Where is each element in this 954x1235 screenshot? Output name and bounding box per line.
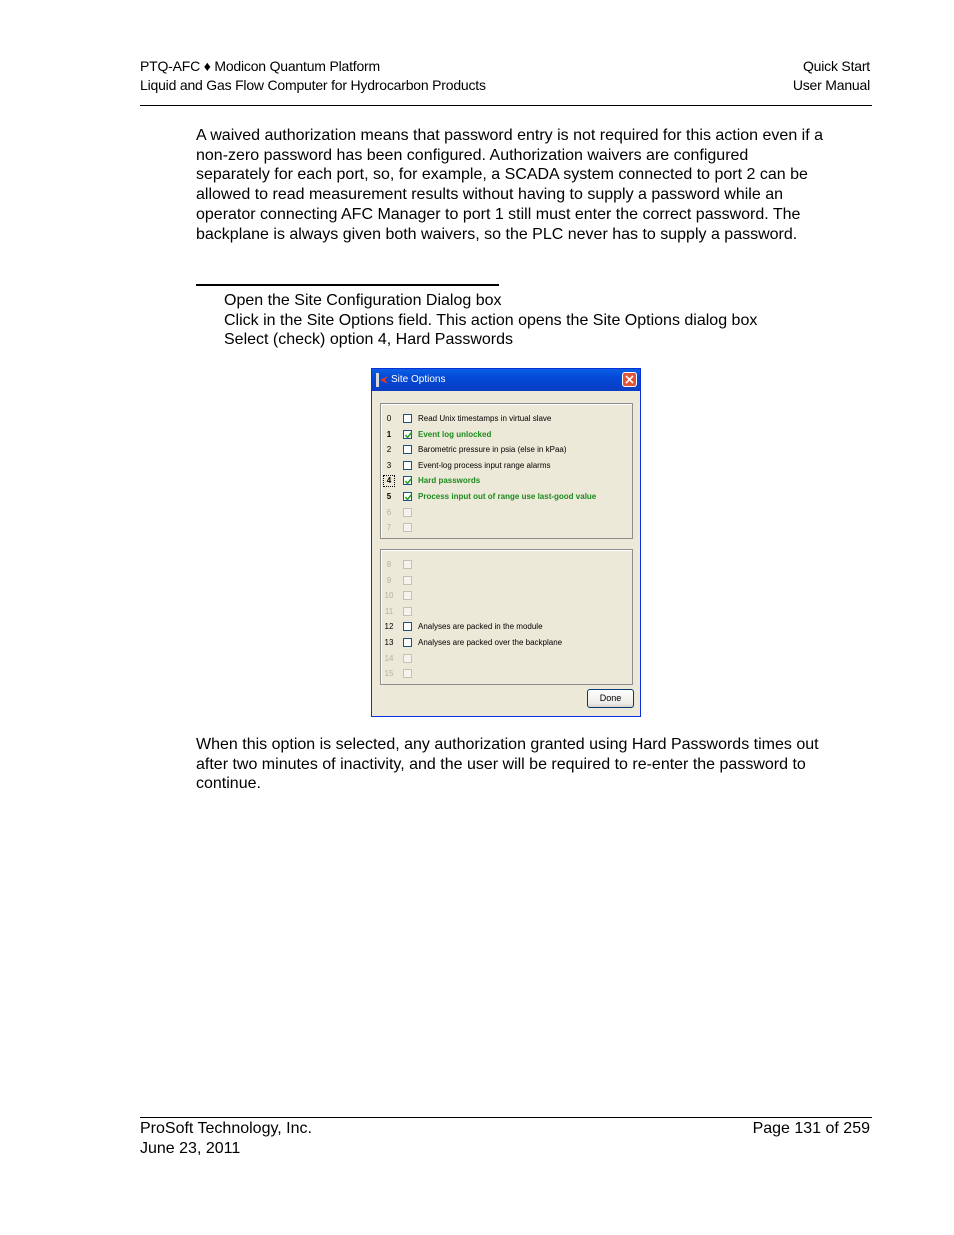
option-number: 8 xyxy=(386,560,392,569)
checkbox xyxy=(403,576,412,585)
done-button[interactable]: Done xyxy=(587,689,634,708)
dialog-title: Site Options xyxy=(391,374,446,385)
header-product: PTQ-AFC ♦ Modicon Quantum Platform xyxy=(140,58,380,74)
option-number: 6 xyxy=(386,507,392,517)
option-number: 0 xyxy=(386,414,392,423)
option-number: 11 xyxy=(384,606,394,616)
checkbox[interactable] xyxy=(403,622,412,631)
checkbox[interactable] xyxy=(403,445,412,454)
step-item: Open the Site Configuration Dialog box xyxy=(224,292,502,309)
option-label: Analyses are packed over the backplane xyxy=(418,638,563,647)
step-item: Select (check) option 4, Hard Passwords xyxy=(224,331,514,349)
footer-left xyxy=(140,1119,312,1158)
option-number: 12 xyxy=(384,622,394,632)
check-icon xyxy=(404,477,413,486)
app-icon xyxy=(376,373,389,387)
checkbox-checked[interactable] xyxy=(403,476,412,485)
header-right xyxy=(793,57,870,95)
footer-date: June 23, 2011 xyxy=(140,1139,241,1157)
checkbox xyxy=(403,669,412,678)
checkbox xyxy=(403,591,412,600)
option-label: Process input out of range use last-good value xyxy=(418,492,597,501)
checkbox-checked[interactable] xyxy=(403,430,412,439)
checkbox xyxy=(403,654,412,663)
site-options-dialog xyxy=(371,368,641,717)
options-group-8-15 xyxy=(380,549,633,685)
checkbox xyxy=(403,607,412,616)
check-icon xyxy=(404,493,413,502)
section-divider xyxy=(196,284,499,286)
close-icon[interactable] xyxy=(622,372,637,387)
paragraph-hard-passwords: When this option is selected, any authorization granted using Hard Passwords times out after two minutes of inactivity, and the user will be required to re-enter the password to continue. xyxy=(196,736,819,793)
option-number: 3 xyxy=(386,460,392,470)
step-item: Click in the Site Options field. This action opens the Site Options dialog box xyxy=(224,311,758,329)
option-number: 4 xyxy=(383,475,395,487)
paragraph-waived-authorization: A waived authorization means that password entry is not required for this action even if a non-zero password has been configured. Authorization waivers are configured separately for each port, so, for example, a SCADA system connected to port 2 can be allowed to read measurement results without having to supply a password while an operator connecting AFC Manager to port 1 still must enter the correct password. The backplane is always given both waivers, so the PLC never has to supply a password. xyxy=(196,127,824,243)
option-label: Read Unix timestamps in virtual slave xyxy=(418,414,552,423)
header-section: Quick Start xyxy=(802,58,870,74)
checkbox[interactable] xyxy=(403,638,412,647)
options-group-0-7 xyxy=(380,403,633,539)
footer-page-number: Page 131 of 259 xyxy=(752,1120,870,1137)
check-icon xyxy=(404,431,413,440)
option-number: 15 xyxy=(384,669,394,679)
option-label: Event log unlocked xyxy=(418,429,492,439)
option-label: Analyses are packed in the module xyxy=(418,622,543,632)
option-number: 10 xyxy=(384,591,394,601)
option-number: 7 xyxy=(386,523,392,533)
step-list xyxy=(224,291,757,350)
option-number: 5 xyxy=(386,492,392,501)
header-divider xyxy=(140,105,872,106)
footer-divider xyxy=(140,1117,872,1118)
footer-company: ProSoft Technology, Inc. xyxy=(140,1120,312,1137)
dialog-titlebar xyxy=(372,369,640,391)
checkbox xyxy=(403,523,412,532)
option-number: 13 xyxy=(384,638,394,647)
option-number: 2 xyxy=(386,445,392,455)
checkbox xyxy=(403,508,412,517)
header-left xyxy=(140,57,486,95)
option-number: 1 xyxy=(386,429,392,439)
option-number: 9 xyxy=(386,575,392,585)
checkbox xyxy=(403,560,412,569)
checkbox[interactable] xyxy=(403,414,412,423)
option-number: 14 xyxy=(384,653,394,663)
option-label: Hard passwords xyxy=(418,476,481,486)
option-label: Barometric pressure in psia (else in kPaa) xyxy=(418,445,567,455)
option-label: Event-log process input range alarms xyxy=(418,460,551,470)
checkbox[interactable] xyxy=(403,461,412,470)
checkbox-checked[interactable] xyxy=(403,492,412,501)
header-doc-type: User Manual xyxy=(792,77,870,93)
header-subtitle: Liquid and Gas Flow Computer for Hydrocarbon Products xyxy=(140,77,486,93)
